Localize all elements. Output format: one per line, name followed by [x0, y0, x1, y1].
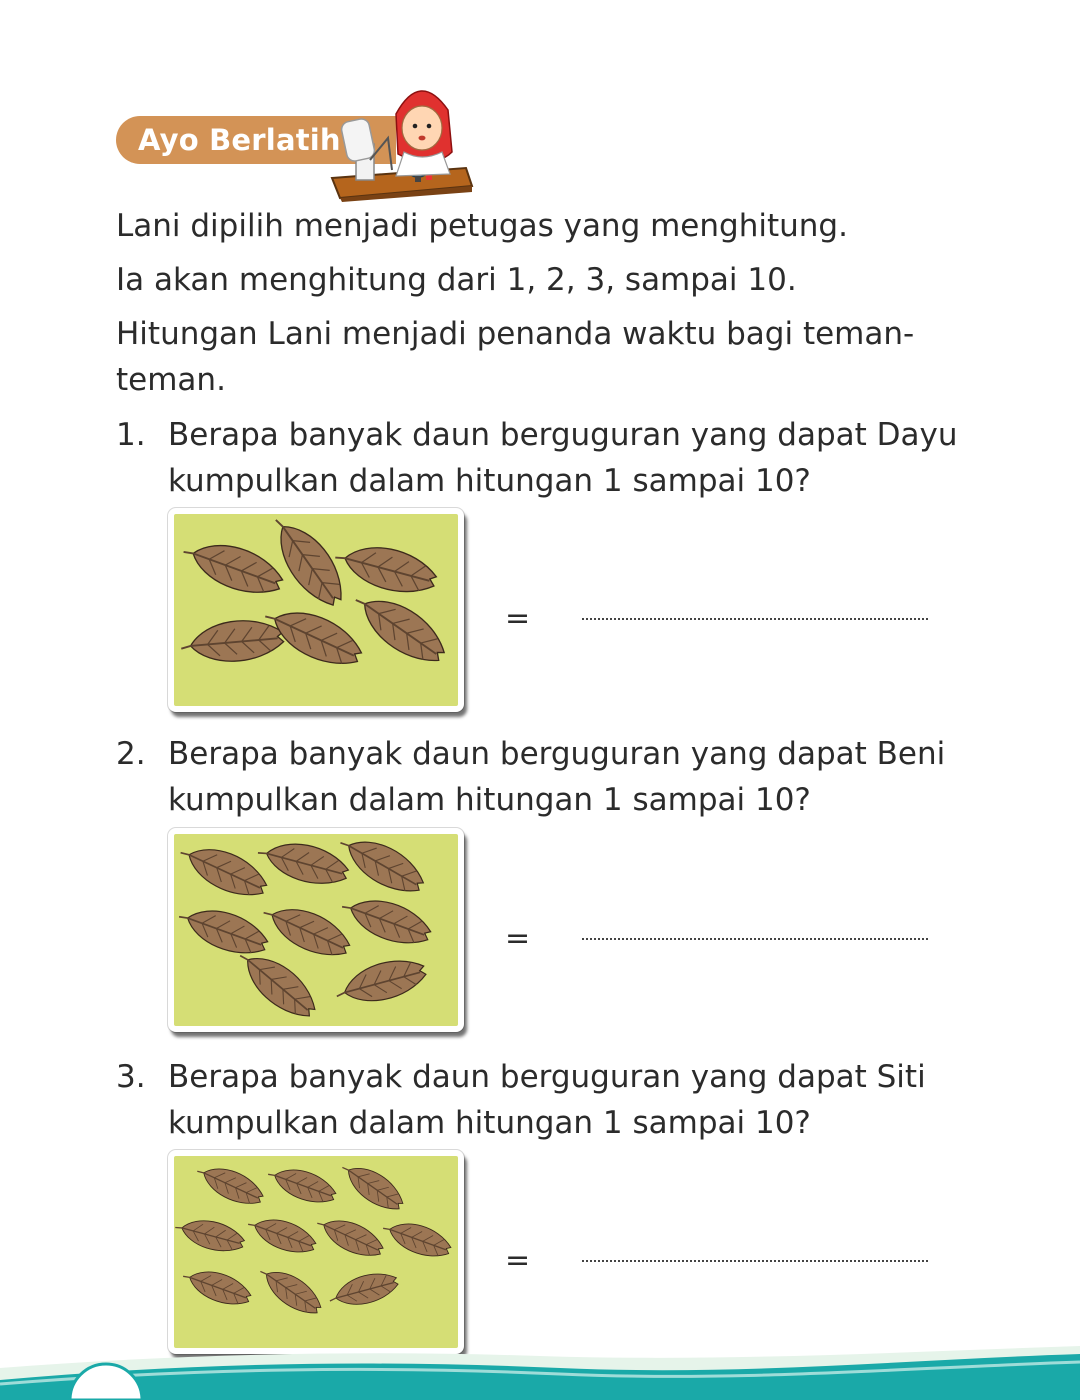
leaf-icon	[174, 834, 272, 905]
question-1-answer-field[interactable]	[582, 618, 928, 620]
question-1-leaf-card	[168, 508, 464, 712]
footer-wave	[0, 1340, 1080, 1400]
question-3-leaves	[174, 1156, 458, 1348]
girl-scientist-illustration	[326, 74, 476, 202]
question-3-answer-field[interactable]	[582, 1260, 928, 1262]
leaf-icon	[178, 531, 288, 604]
leaf-icon	[174, 1212, 247, 1257]
question-1-number: 1.	[116, 417, 146, 453]
leaf-icon	[346, 581, 453, 673]
question-1-leaves	[174, 514, 458, 706]
leaf-icon	[179, 1262, 254, 1312]
question-2-text: Berapa banyak daun berguguran yang dapat Beni kumpulkan dalam hitungan 1 sampai 10?	[168, 736, 946, 818]
leaf-icon	[174, 898, 272, 963]
intro-line-2: Ia akan menghitung dari 1, 2, 3, sampai 10.	[116, 262, 797, 298]
leaf-icon	[262, 514, 354, 614]
question-3-number: 3.	[116, 1059, 146, 1095]
leaf-icon	[337, 888, 435, 953]
leaf-icon	[332, 953, 430, 1011]
leaf-icon	[244, 1210, 319, 1260]
leaf-icon	[257, 894, 355, 965]
leaf-icon	[326, 1268, 401, 1313]
question-2-answer-field[interactable]	[582, 938, 928, 940]
question-3-text: Berapa banyak daun berguguran yang dapat Siti kumpulkan dalam hitungan 1 sampai 10?	[168, 1059, 926, 1141]
question-2-leaves	[174, 834, 458, 1026]
question-2-number: 2.	[116, 736, 146, 772]
leaf-icon	[254, 834, 352, 892]
leaf-icon	[336, 1156, 409, 1217]
leaf-icon	[379, 1214, 454, 1264]
leaf-icon	[179, 617, 285, 666]
question-1-equals: =	[505, 601, 531, 636]
question-3-equals: =	[505, 1243, 531, 1278]
section-badge-label: Ayo Berlatih	[138, 123, 341, 157]
question-3-leaf-card	[168, 1150, 464, 1354]
question-2-equals: =	[505, 921, 531, 956]
leaf-icon	[264, 1160, 339, 1210]
intro-line-3: Hitungan Lani menjadi penanda waktu bagi teman-teman.	[116, 316, 915, 398]
question-1-text: Berapa banyak daun berguguran yang dapat Dayu kumpulkan dalam hitungan 1 sampai 10?	[168, 417, 958, 499]
question-2-leaf-card	[168, 828, 464, 1032]
leaf-icon	[331, 536, 440, 601]
leaf-icon	[192, 1157, 267, 1211]
intro-line-1: Lani dipilih menjadi petugas yang menghitung.	[116, 208, 848, 244]
leaf-icon	[254, 1259, 327, 1322]
leaf-icon	[312, 1209, 387, 1263]
